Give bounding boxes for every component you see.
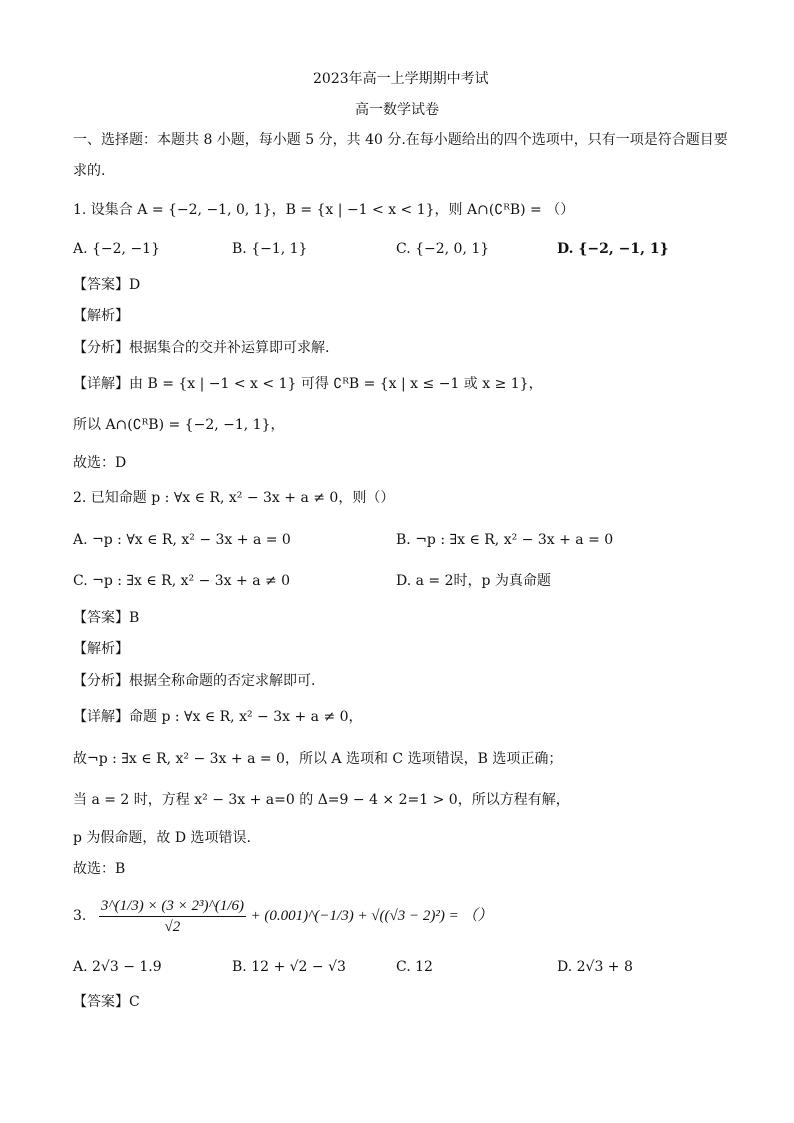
q1-analysis: 【分析】根据集合的交并补运算即可求解. — [73, 340, 330, 356]
q2-conclusion: 故选：B — [73, 861, 126, 877]
q3-option-c: C. 12 — [396, 959, 433, 975]
q3-fraction-numerator: 3^(1/3) × (3 × 2³)^(1/6) — [99, 896, 246, 917]
q3-number: 3. — [73, 908, 87, 924]
q2-detail4: p 为假命题，故 D 选项错误. — [73, 830, 251, 846]
exam-subtitle: 高一数学试卷 — [355, 102, 439, 118]
q2-option-c: C. ¬p : ∃x ∈ R, x² − 3x + a ≠ 0 — [73, 573, 291, 589]
q2-detail3: 当 a = 2 时，方程 x² − 3x + a=0 的 Δ=9 − 4 × 2=1 > 0，所以方程有解， — [73, 792, 570, 808]
section-intro-line1: 一、选择题：本题共 8 小题，每小题 5 分，共 40 分.在每小题给出的四个选项中，只有一项是符合题目要 — [73, 132, 728, 148]
q1-answer: 【答案】D — [73, 277, 141, 293]
q3-fraction — [99, 896, 246, 937]
q3-stem — [73, 892, 493, 940]
q3-answer: 【答案】C — [73, 994, 140, 1010]
q3-option-d: D. 2√3 + 8 — [557, 959, 633, 975]
q2-analysis-head: 【解析】 — [73, 641, 129, 657]
q1-option-b: B. {−1, 1} — [232, 241, 308, 257]
q2-option-a: A. ¬p : ∀x ∈ R, x² − 3x + a = 0 — [73, 532, 291, 548]
q2-detail: 【详解】命题 p : ∀x ∈ R, x² − 3x + a ≠ 0， — [73, 709, 363, 725]
q2-analysis: 【分析】根据全称命题的否定求解即可. — [73, 673, 316, 689]
q3-fraction-denominator: √2 — [164, 918, 181, 935]
q2-option-d: D. a = 2时，p 为真命题 — [396, 573, 551, 589]
q1-option-d: D. {−2, −1, 1} — [557, 241, 669, 257]
q3-option-a: A. 2√3 − 1.9 — [73, 959, 162, 975]
q3-expression-rest: + (0.001)^(−1/3) + √((√3 − 2)²) = （） — [250, 908, 493, 924]
q1-option-a: A. {−2, −1} — [73, 241, 161, 257]
q1-option-c: C. {−2, 0, 1} — [396, 241, 490, 257]
q2-option-b: B. ¬p : ∃x ∈ R, x² − 3x + a = 0 — [396, 532, 614, 548]
q1-stem: 1. 设集合 A = {−2, −1, 0, 1}，B = {x | −1 < x < 1}，则 A∩(∁ᴿB) = （） — [73, 202, 575, 218]
q1-detail2: 所以 A∩(∁ᴿB) = {−2, −1, 1}， — [73, 417, 285, 433]
q1-analysis-head: 【解析】 — [73, 308, 129, 324]
q2-detail2: 故¬p : ∃x ∈ R, x² − 3x + a = 0，所以 A 选项和 C 选项错误，B 选项正确； — [73, 751, 563, 767]
q2-stem: 2. 已知命题 p : ∀x ∈ R, x² − 3x + a ≠ 0，则（） — [73, 490, 395, 506]
q3-option-b: B. 12 + √2 − √3 — [232, 959, 346, 975]
q1-conclusion: 故选：D — [73, 455, 127, 471]
q2-answer: 【答案】B — [73, 610, 140, 626]
section-intro-line2: 求的. — [73, 163, 106, 179]
exam-title: 2023年高一上学期期中考试 — [313, 71, 489, 87]
q1-detail: 【详解】由 B = {x | −1 < x < 1} 可得 ∁ᴿB = {x | x ≤ −1 或 x ≥ 1}， — [73, 376, 543, 392]
